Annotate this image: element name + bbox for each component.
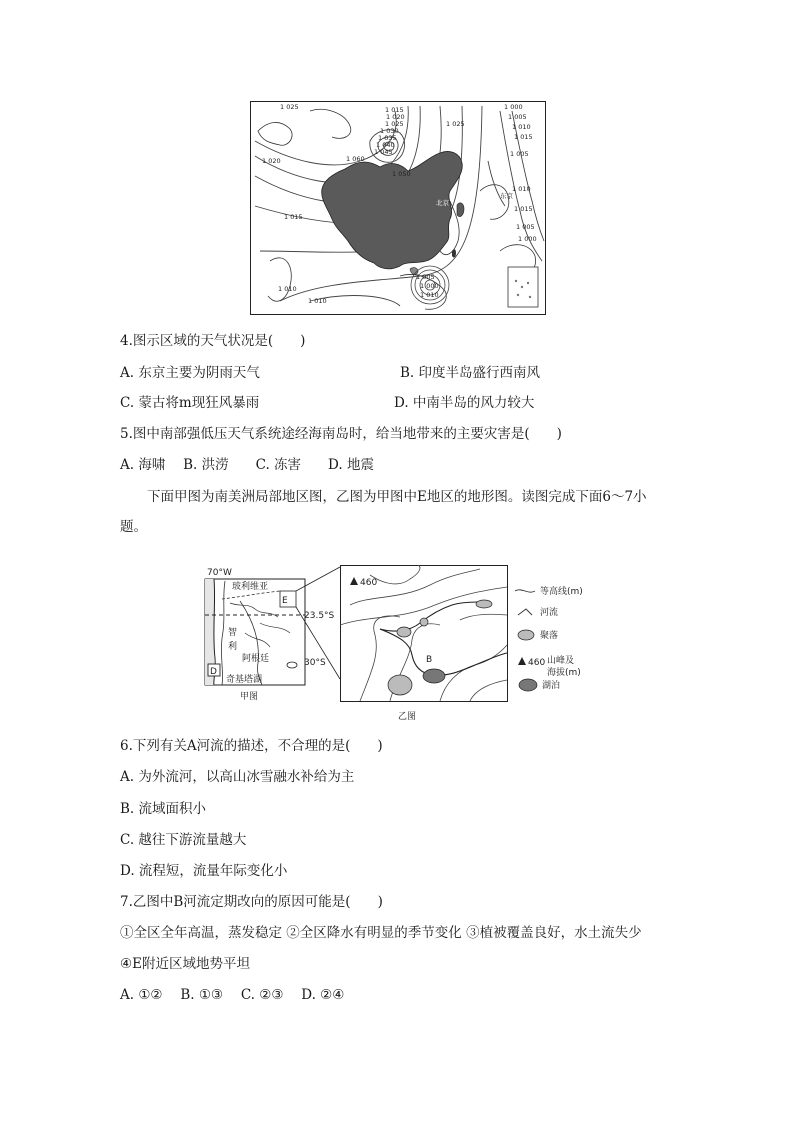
isobar-label: 1 005 bbox=[508, 113, 527, 121]
region-label-d: D bbox=[210, 667, 217, 677]
intro-paragraph-end: 题。 bbox=[120, 519, 147, 535]
isobar-label: 1 015 bbox=[514, 205, 533, 213]
isobar-label: 1 020 bbox=[262, 157, 281, 165]
isobar-label: 1 015 bbox=[514, 133, 533, 141]
isobar-label: 1 025 bbox=[446, 120, 465, 128]
isobar-label: 1 045 bbox=[374, 148, 393, 156]
legend-peak-label-2: 海拔(m) bbox=[547, 668, 581, 678]
isobar-label: 1 005 bbox=[516, 223, 535, 231]
isobar-label: 1 010 bbox=[278, 285, 297, 293]
q4-option-d: D. 中南半岛的风力较大 bbox=[394, 395, 535, 411]
intro-paragraph: 下面甲图为南美洲局部地区图，乙图为甲图中E地区的地形图。读图完成下面6～7小 bbox=[147, 489, 647, 505]
country-label-chile: 智 bbox=[228, 628, 238, 638]
isobar-label: 1 005 bbox=[416, 273, 435, 281]
country-label-chile-2: 利 bbox=[228, 642, 238, 652]
isobar-label: 1 050 bbox=[392, 170, 411, 178]
isobar-label: 1 000 bbox=[504, 103, 523, 111]
country-label-argentina: 阿根廷 bbox=[242, 654, 270, 664]
q5-options: A. 海啸 B. 洪涝 C. 冻害 D. 地震 bbox=[120, 457, 374, 473]
q4-option-b: B. 印度半岛盛行西南风 bbox=[400, 365, 541, 381]
q7-statements: ①全区全年高温，蒸发稳定 ②全区降水有明显的季节变化 ③植被覆盖良好，水土流失少 bbox=[120, 925, 642, 941]
isobar-label: 1 010 bbox=[420, 291, 439, 299]
isobar-label: 1 010 bbox=[308, 297, 327, 305]
peak-elevation-label: 460 bbox=[360, 578, 378, 588]
latitude-label-tropic: 23.5°S bbox=[304, 611, 335, 621]
isobar-label: 1 005 bbox=[510, 150, 529, 158]
region-label-e: E bbox=[282, 596, 288, 606]
isobar-label: 1 000 bbox=[420, 282, 439, 290]
legend-peak-label: 山峰及 bbox=[547, 656, 575, 666]
inset-connector bbox=[294, 563, 344, 703]
city-label-tokyo: 东京 bbox=[500, 192, 513, 200]
weather-map bbox=[250, 101, 546, 315]
q4-stem: 4.图示区域的天气状况是( ) bbox=[120, 333, 306, 349]
river-label-b: B bbox=[426, 655, 433, 665]
q7-statements-cont: ④E附近区域地势平坦 bbox=[120, 956, 250, 972]
isobar-label: 1 015 bbox=[385, 106, 404, 114]
q6-option-b: B. 流域面积小 bbox=[120, 801, 207, 817]
q6-option-c: C. 越往下游流量越大 bbox=[120, 832, 247, 848]
latitude-label-30s: 30°S bbox=[304, 658, 326, 668]
q4-option-c: C. 蒙古将m现狂风暴雨 bbox=[120, 395, 260, 411]
isobar-label: 1 060 bbox=[346, 155, 365, 163]
legend-peak-value: 460 bbox=[528, 658, 546, 668]
isobar-label: 1 000 bbox=[518, 235, 537, 243]
isobar-label: 1 010 bbox=[512, 185, 531, 193]
isobar-label: 1 020 bbox=[386, 113, 405, 121]
map-yi bbox=[340, 565, 610, 725]
isobar-label: 1 025 bbox=[385, 120, 404, 128]
q4-option-a: A. 东京主要为阴雨天气 bbox=[120, 365, 260, 381]
isobar-label: 1 035 bbox=[378, 134, 397, 142]
country-label-bolivia: 玻利维亚 bbox=[232, 582, 269, 592]
legend-settlement: 聚落 bbox=[540, 631, 559, 641]
q7-stem: 7.乙图中B河流定期改向的原因可能是( ) bbox=[120, 894, 383, 910]
map-yi-caption: 乙图 bbox=[398, 712, 417, 722]
map-jia-caption: 甲图 bbox=[240, 692, 259, 702]
isobar-label: 1 015 bbox=[284, 213, 303, 221]
legend-lake: 湖泊 bbox=[542, 681, 561, 691]
isobar-label: 1 040 bbox=[376, 141, 395, 149]
q5-stem: 5.图中南部强低压天气系统途经海南岛时，给当地带来的主要灾害是( ) bbox=[120, 426, 562, 442]
isobar-label: 1 030 bbox=[380, 127, 399, 135]
legend-contour: 等高线(m) bbox=[540, 587, 583, 597]
q6-stem: 6.下列有关A河流的描述，不合理的是( ) bbox=[120, 738, 383, 754]
q6-option-d: D. 流程短，流量年际变化小 bbox=[120, 863, 288, 879]
lake-label: 奇基塔湖 bbox=[226, 675, 263, 685]
q6-option-a: A. 为外流河，以高山冰雪融水补给为主 bbox=[120, 769, 355, 785]
city-label-beijing: 北京 bbox=[436, 199, 449, 207]
longitude-label: 70°W bbox=[207, 568, 232, 578]
isobar-label: 1 010 bbox=[512, 123, 531, 131]
isobar-label: 1 025 bbox=[280, 103, 299, 111]
legend-river: 河流 bbox=[540, 608, 559, 618]
q7-options: A. ①② B. ①③ C. ②③ D. ②④ bbox=[120, 987, 345, 1003]
